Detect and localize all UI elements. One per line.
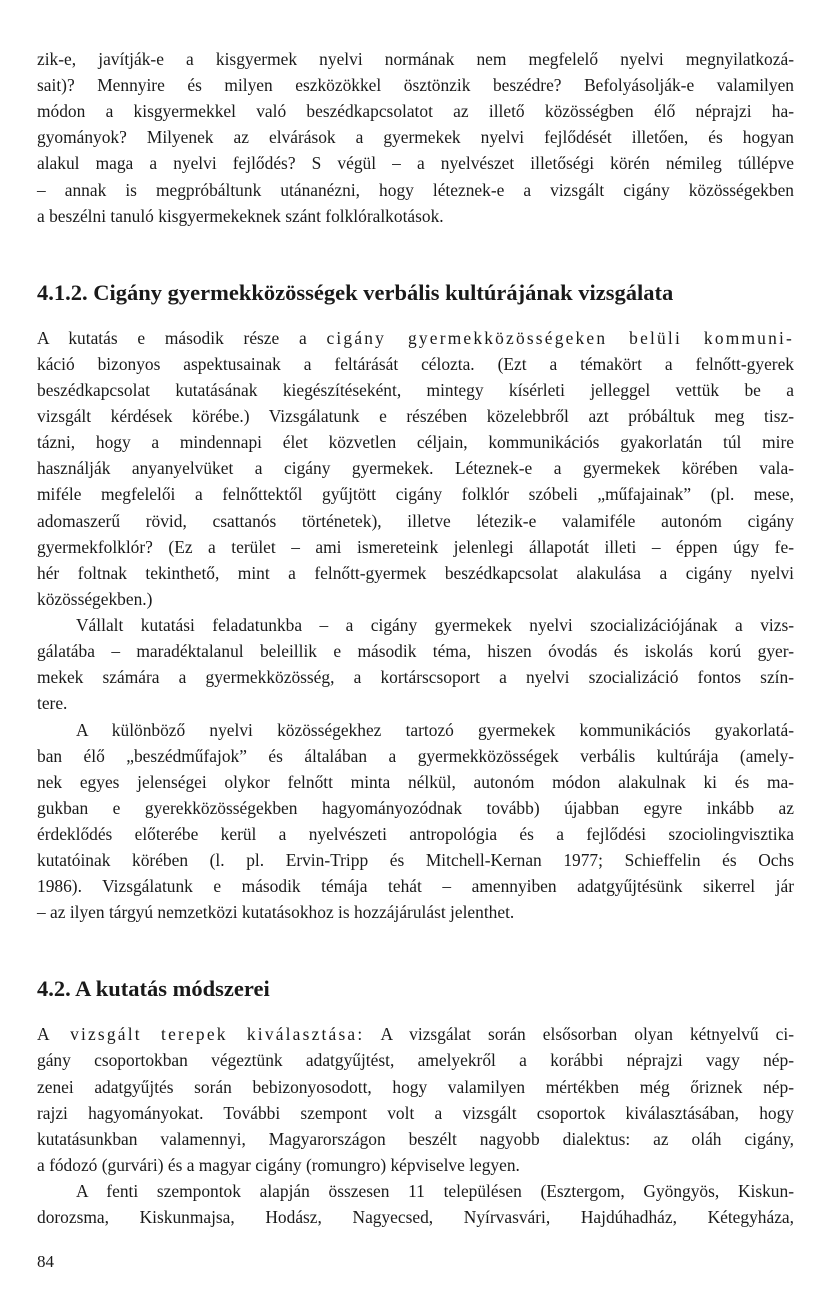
text-line: miféle megfelelői a felnőttektől gyűjtött cigány folklór szóbeli „műfajainak” (pl. mese, [37,484,794,504]
text-line: érdeklődés előterébe kerül a nyelvészeti antropológia és a fejlődési szociolingvisztika [37,824,794,844]
text-line [37,1024,794,1046]
text-line: hér foltnak tekinthető, mint a felnőtt-gyermek beszédkapcsolat alakulása a cigány nyelvi [37,563,794,583]
text-line: – annak is megpróbáltunk utánanézni, hogy léteznek-e a vizsgált cigány közösségekben [37,180,794,200]
text-line: kutatóinak körében (l. pl. Ervin-Tripp és Mitchell-Kernan 1977; Schieffelin és Ochs [37,850,794,870]
text-line: zik-e, javítják-e a kisgyermek nyelvi normának nem megfelelő nyelvi megnyilatkozá- [37,49,794,69]
text-line: vizsgált kérdések körébe.) Vizsgálatunk e részében közelebbről azt próbáltuk meg tisz- [37,406,794,426]
spaced-emphasis: cigány gyermekközösségeken belüli kommuni- [326,328,794,348]
text-line: gálatába – maradéktalanul beleillik e második téma, hiszen óvodás és iskolás korú gyer- [37,641,794,661]
text-line: gány csoportokban végeztünk adatgyűjtést, amelyekről a korábbi néprajzi vagy nép- [37,1050,794,1070]
text-line: ban élő „beszédműfajok” és általában a gyermekközösségek verbális kultúrája (amely- [37,746,794,766]
page-number: 84 [37,1252,54,1271]
text-line: tázni, hogy a mindennapi élet közvetlen céljain, kommunikációs gyakorlatán túl mire [37,432,794,452]
text-line: nek egyes jelenségei olykor felnőtt minta nélkül, autonóm módon alakulnak ki és ma- [37,772,794,792]
text-line: tere. [37,693,68,713]
text-line: gyományok? Milyenek az elvárások a gyermekek nyelvi fejlődését illetően, és hogyan [37,127,794,147]
text-line: Vállalt kutatási feladatunkba – a cigány gyermekek nyelvi szocializációjának a vizs- [76,615,794,635]
text-line: használják anyanyelvüket a cigány gyermekek. Léteznek-e a gyermekek körében vala- [37,458,794,478]
text-line: kutatásunkban valamennyi, Magyarországon beszélt nagyobb dialektus: az oláh cigány, [37,1129,794,1149]
text-line: beszédkapcsolat kutatásának kiegészítéseként, mintegy kísérleti jelleggel vettük be a [37,380,794,400]
text-line: – az ilyen tárgyú nemzetközi kutatásokhoz is hozzájárulást jelenthet. [37,902,515,922]
text-line: módon a kisgyermekkel való beszédkapcsolatot az illető közösségben élő néprajzi ha- [37,101,794,121]
text-line: 1986). Vizsgálatunk e második témája tehát – amennyiben adatgyűjtésünk sikerrel jár [37,876,794,896]
text-line: A különböző nyelvi közösségekhez tartozó gyermekek kommunikációs gyakorlatá- [76,720,794,740]
text-line: sait)? Mennyire és milyen eszközökkel ösztönzik beszédre? Befolyásolják-e valamilyen [37,75,794,95]
text-line: alakul maga a nyelvi fejlődés? S végül – a nyelvészet illetőségi körén némileg túllépve [37,153,794,173]
text-line: adomaszerű rövid, csattanós történetek), illetve létezik-e valamiféle autonóm cigány [37,511,794,531]
text-line [37,328,794,350]
text-line: mekek számára a gyermekközösség, a kortárscsoport a nyelvi szocializáció fontos szín- [37,667,794,687]
text-line: A fenti szempontok alapján összesen 11 településen (Esztergom, Gyöngyös, Kiskun- [76,1181,794,1201]
section-heading-4-1-2: 4.1.2. Cigány gyermekközösségek verbális kultúrájának vizsgálata [37,280,674,305]
text-line: közösségekben.) [37,589,153,609]
text-line: gukban e gyerekközösségekben hagyományozódnak tovább) újabban egyre inkább az [37,798,794,818]
spaced-emphasis: A vizsgált terepek kiválasztása: [37,1024,365,1044]
text-line: káció bizonyos aspektusainak a feltárását célozta. (Ezt a témakört a felnőtt-gyerek [37,354,794,374]
text-line: a beszélni tanuló kisgyermekeknek szánt folklóralkotások. [37,206,444,226]
section-heading-4-2: 4.2. A kutatás módszerei [37,976,270,1001]
text-line: dorozsma, Kiskunmajsa, Hodász, Nagyecsed, Nyírvasvári, Hajdúhadház, Kétegyháza, [37,1207,794,1227]
text-run: A kutatás e második része a [37,328,327,348]
text-line: rajzi hagyományokat. További szempont volt a vizsgált csoportok kiválasztásában, hogy [37,1103,794,1123]
text-line: gyermekfolklór? (Ez a terület – ami ismereteink jelenlegi állapotát illeti – éppen úgy fe- [37,537,794,557]
text-line: a fódozó (gurvári) és a magyar cigány (romungro) képviselve legyen. [37,1155,520,1175]
text-line: zenei adatgyűjtés során bebizonyosodott, hogy valamilyen mértékben még őriznek nép- [37,1077,794,1097]
text-run: A vizsgálat során elsősorban olyan kétnyelvű ci- [364,1024,794,1044]
